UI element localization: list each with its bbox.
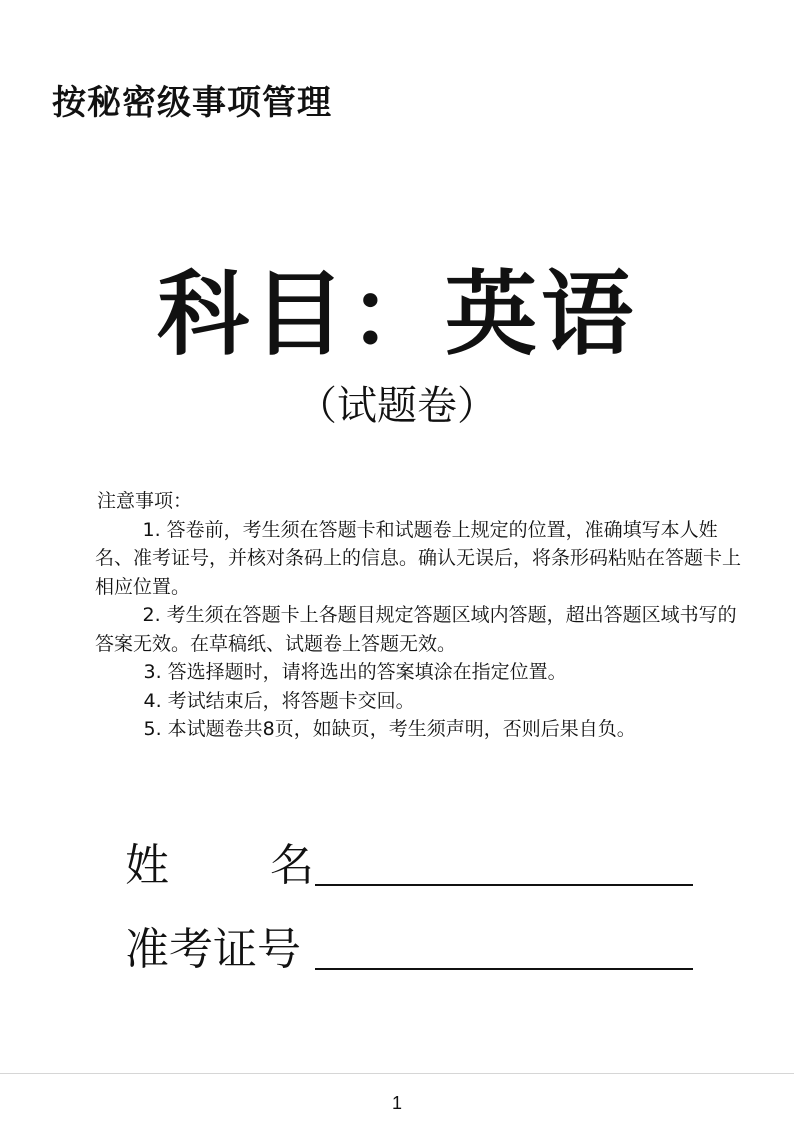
name-field [125, 828, 705, 891]
name-label-char-2: 名 [270, 840, 314, 891]
paper-type-label: （试题卷） [297, 383, 497, 429]
notice-item-3: 3. 答选择题时，请将选出的答案填涂在指定位置。 [143, 661, 567, 683]
notice-heading: 注意事项： [97, 490, 193, 512]
exam-id-label: 准考证号 [125, 924, 301, 975]
page-number: 1 [391, 1093, 402, 1113]
footer-divider [0, 1073, 794, 1074]
notice-item-5: 5. 本试题卷共8页，如缺页，考生须声明，否则后果自负。 [143, 718, 636, 740]
name-blank-line [315, 884, 693, 886]
subject-title: 科目：英语 [156, 260, 637, 368]
notice-item-4: 4. 考试结束后，将答题卡交回。 [143, 689, 415, 712]
exam-id-blank-line [315, 968, 693, 970]
classification-label: 按秘密级事项管理 [52, 83, 332, 123]
notice-item-1: 1. 答卷前，考生须在答题卡和试题卷上规定的位置，准确填写本人姓名、准考证号，并核对条码上的信息。确认无误后，将条形码粘贴在答题卡上相应位置。 [95, 518, 742, 598]
name-label-char-1: 姓 [125, 840, 169, 891]
notice-item-2: 2. 考生须在答题卡上各题目规定答题区域内答题，超出答题区域书写的答案无效。在草稿纸、试题卷上答题无效。 [95, 604, 737, 655]
notice-section [97, 487, 747, 744]
exam-id-field [125, 912, 705, 975]
